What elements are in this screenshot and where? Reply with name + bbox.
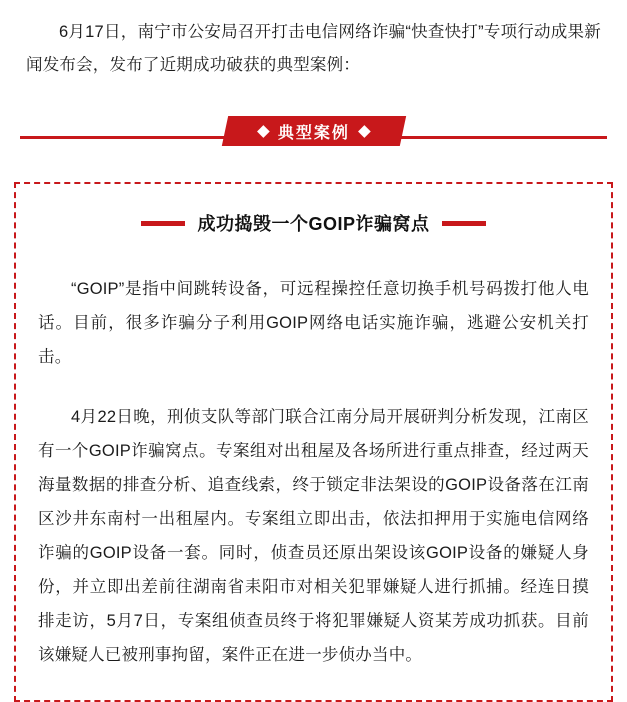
banner-plate-inner [258, 120, 368, 143]
case-paragraph-text: “GOIP”是指中间跳转设备，可远程操控任意切换手机号码拨打他人电话。目前，很多诈骗分子利用GOIP网络电话实施诈骗，逃避公安机关打击。 [38, 280, 589, 366]
intro-text: 6月17日，南宁市公安局召开打击电信网络诈骗“快查快打”专项行动成果新闻发布会，发布了近期成功破获的典型案例： [26, 23, 601, 74]
case-paragraph [38, 250, 589, 374]
diamond-left-icon [257, 125, 270, 138]
case-paragraph-text: 4月22日晚，刑侦支队等部门联合江南分局开展研判分析发现，江南区有一个GOIP诈骗窝点。专案组对出租屋及各场所进行重点排查，经过两天海量数据的排查分析、追查线索，终于锁定非法架设的GOIP设备落在江南区沙井东南村一出租屋内。专案组立即出击，依法扣押用于实施电信网络诈骗的GOIP设备一套。同时，侦查员还原出架设该GOIP设备的嫌疑人身份，并立即出差前往湖南省耒阳市对相关犯罪嫌疑人进行抓捕。经连日摸排走访，5月7日，专案组侦查员终于将犯罪嫌疑人资某芳成功抓获。目前该嫌疑人已被刑事拘留，案件正在进一步侦办当中。 [38, 408, 589, 664]
section-banner [0, 106, 627, 168]
banner-plate [221, 116, 405, 146]
case-title: 成功捣毁一个GOIP诈骗窝点 [197, 214, 430, 234]
diamond-right-icon [358, 125, 371, 138]
case-card [14, 182, 613, 702]
title-bar-right-icon [442, 221, 486, 226]
title-bar-left-icon [141, 221, 185, 226]
case-paragraph [38, 400, 589, 672]
banner-label: 典型案例 [277, 124, 350, 142]
intro-paragraph [0, 0, 627, 82]
case-body [38, 250, 589, 672]
case-title-row [38, 210, 589, 236]
